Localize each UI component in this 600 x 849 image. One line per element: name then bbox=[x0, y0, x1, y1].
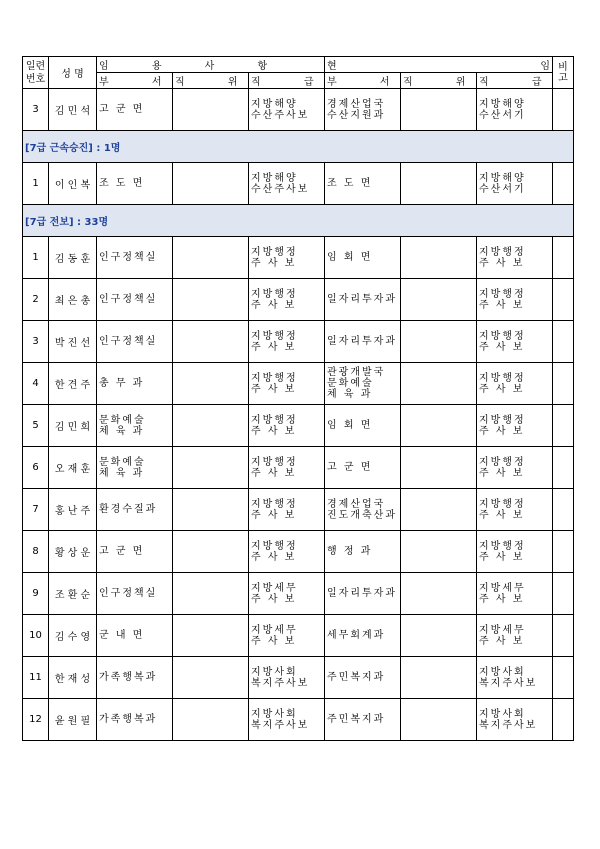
row-current-department: 조 도 면 bbox=[325, 163, 401, 205]
row-current-grade: 지방세무 주 사 보 bbox=[477, 615, 553, 657]
row-current-position bbox=[401, 363, 477, 405]
row-number: 3 bbox=[23, 321, 49, 363]
row-remark bbox=[553, 531, 574, 573]
row-grade: 지방세무 주 사 보 bbox=[249, 615, 325, 657]
row-department: 문화예술 체 육 과 bbox=[97, 447, 173, 489]
row-number: 12 bbox=[23, 699, 49, 741]
row-department: 고 군 면 bbox=[97, 531, 173, 573]
table-row bbox=[23, 573, 574, 615]
row-department: 인구정책실 bbox=[97, 321, 173, 363]
header-current-suffix: 임 bbox=[540, 61, 551, 72]
row-number: 8 bbox=[23, 531, 49, 573]
row-name: 이 인 복 bbox=[49, 163, 97, 205]
table-row bbox=[23, 279, 574, 321]
row-department: 인구정책실 bbox=[97, 573, 173, 615]
row-department: 총 무 과 bbox=[97, 363, 173, 405]
row-department: 군 내 면 bbox=[97, 615, 173, 657]
row-position bbox=[173, 531, 249, 573]
row-current-position bbox=[401, 615, 477, 657]
table-row bbox=[23, 447, 574, 489]
row-grade: 지방세무 주 사 보 bbox=[249, 573, 325, 615]
section-title: [7급 전보] : 33명 bbox=[23, 205, 574, 237]
row-grade: 지방행정 주 사 보 bbox=[249, 279, 325, 321]
row-current-position bbox=[401, 163, 477, 205]
row-number: 5 bbox=[23, 405, 49, 447]
row-position bbox=[173, 573, 249, 615]
row-name: 김 수 영 bbox=[49, 615, 97, 657]
row-current-position bbox=[401, 405, 477, 447]
row-current-grade: 지방행정 주 사 보 bbox=[477, 237, 553, 279]
row-current-grade: 지방해양 수산서기 bbox=[477, 163, 553, 205]
row-current-department: 일자리투자과 bbox=[325, 279, 401, 321]
row-position bbox=[173, 405, 249, 447]
row-current-position bbox=[401, 699, 477, 741]
row-current-position bbox=[401, 447, 477, 489]
row-current-grade: 지방행정 주 사 보 bbox=[477, 279, 553, 321]
row-remark bbox=[553, 447, 574, 489]
row-name: 홍 난 주 bbox=[49, 489, 97, 531]
row-name: 박 진 선 bbox=[49, 321, 97, 363]
row-remark bbox=[553, 405, 574, 447]
row-position bbox=[173, 447, 249, 489]
row-current-position bbox=[401, 657, 477, 699]
row-name: 한 재 성 bbox=[49, 657, 97, 699]
row-position bbox=[173, 363, 249, 405]
table-row bbox=[23, 489, 574, 531]
row-remark bbox=[553, 237, 574, 279]
section-header bbox=[23, 205, 574, 237]
row-current-department: 일자리투자과 bbox=[325, 573, 401, 615]
row-position bbox=[173, 279, 249, 321]
row-current-position bbox=[401, 89, 477, 131]
table-row bbox=[23, 699, 574, 741]
row-current-grade: 지방행정 주 사 보 bbox=[477, 363, 553, 405]
row-grade: 지방해양 수산주사보 bbox=[249, 163, 325, 205]
table-row bbox=[23, 163, 574, 205]
row-current-grade: 지방행정 주 사 보 bbox=[477, 531, 553, 573]
row-remark bbox=[553, 615, 574, 657]
row-position bbox=[173, 321, 249, 363]
row-remark bbox=[553, 657, 574, 699]
section-title: [7급 근속승진] : 1명 bbox=[23, 131, 574, 163]
row-position bbox=[173, 237, 249, 279]
row-current-department: 일자리투자과 bbox=[325, 321, 401, 363]
row-name: 조 환 순 bbox=[49, 573, 97, 615]
header-sub-department2: 부 서 bbox=[325, 73, 401, 89]
header-sub-position: 직 위 bbox=[173, 73, 249, 89]
row-department: 가족행복과 bbox=[97, 699, 173, 741]
row-number: 9 bbox=[23, 573, 49, 615]
row-grade: 지방행정 주 사 보 bbox=[249, 489, 325, 531]
row-grade: 지방행정 주 사 보 bbox=[249, 363, 325, 405]
header-serial: 일련 번호 bbox=[23, 57, 49, 89]
row-grade: 지방행정 주 사 보 bbox=[249, 321, 325, 363]
row-current-position bbox=[401, 321, 477, 363]
row-number: 3 bbox=[23, 89, 49, 131]
row-current-department: 세무회계과 bbox=[325, 615, 401, 657]
row-name: 김 민 희 bbox=[49, 405, 97, 447]
row-number: 6 bbox=[23, 447, 49, 489]
row-department: 가족행복과 bbox=[97, 657, 173, 699]
row-number: 1 bbox=[23, 163, 49, 205]
row-grade: 지방행정 주 사 보 bbox=[249, 447, 325, 489]
row-current-grade: 지방사회 복지주사보 bbox=[477, 699, 553, 741]
row-name: 오 재 훈 bbox=[49, 447, 97, 489]
row-department: 문화예술 체 육 과 bbox=[97, 405, 173, 447]
row-current-department: 임 회 면 bbox=[325, 405, 401, 447]
table-row bbox=[23, 531, 574, 573]
row-grade: 지방사회 복지주사보 bbox=[249, 699, 325, 741]
header-sub-grade: 직 급 bbox=[249, 73, 325, 89]
row-current-grade: 지방해양 수산서기 bbox=[477, 89, 553, 131]
row-current-grade: 지방세무 주 사 보 bbox=[477, 573, 553, 615]
row-number: 2 bbox=[23, 279, 49, 321]
row-number: 11 bbox=[23, 657, 49, 699]
row-grade: 지방행정 주 사 보 bbox=[249, 405, 325, 447]
row-remark bbox=[553, 321, 574, 363]
row-current-position bbox=[401, 237, 477, 279]
row-current-grade: 지방행정 주 사 보 bbox=[477, 405, 553, 447]
row-department: 고 군 면 bbox=[97, 89, 173, 131]
table-row bbox=[23, 363, 574, 405]
header-name: 성 명 bbox=[49, 57, 97, 89]
row-current-department: 관광개발국 문화예술 체 육 과 bbox=[325, 363, 401, 405]
row-remark bbox=[553, 279, 574, 321]
table-row bbox=[23, 321, 574, 363]
row-current-grade: 지방행정 주 사 보 bbox=[477, 489, 553, 531]
row-grade: 지방행정 주 사 보 bbox=[249, 237, 325, 279]
row-department: 인구정책실 bbox=[97, 237, 173, 279]
table-row bbox=[23, 237, 574, 279]
row-grade: 지방해양 수산주사보 bbox=[249, 89, 325, 131]
header-sub-position2: 직 위 bbox=[401, 73, 477, 89]
header-sub-department: 부 서 bbox=[97, 73, 173, 89]
header-sub-grade2: 직 급 bbox=[477, 73, 553, 89]
row-current-department: 임 회 면 bbox=[325, 237, 401, 279]
row-grade: 지방사회 복지주사보 bbox=[249, 657, 325, 699]
row-position bbox=[173, 657, 249, 699]
row-number: 10 bbox=[23, 615, 49, 657]
row-current-department: 고 군 면 bbox=[325, 447, 401, 489]
personnel-table bbox=[22, 56, 574, 741]
row-current-department: 주민복지과 bbox=[325, 699, 401, 741]
row-position bbox=[173, 163, 249, 205]
row-current-department: 경제산업국 수산지원과 bbox=[325, 89, 401, 131]
row-current-position bbox=[401, 279, 477, 321]
row-grade: 지방행정 주 사 보 bbox=[249, 531, 325, 573]
header-current-prefix: 현 bbox=[327, 61, 337, 72]
row-current-position bbox=[401, 573, 477, 615]
section-header bbox=[23, 131, 574, 163]
row-remark bbox=[553, 89, 574, 131]
table-row bbox=[23, 657, 574, 699]
row-remark bbox=[553, 573, 574, 615]
row-name: 김 동 훈 bbox=[49, 237, 97, 279]
row-remark bbox=[553, 489, 574, 531]
row-remark bbox=[553, 363, 574, 405]
row-current-department: 경제산업국 진도개축산과 bbox=[325, 489, 401, 531]
row-number: 4 bbox=[23, 363, 49, 405]
row-position bbox=[173, 89, 249, 131]
header-current bbox=[325, 57, 553, 73]
row-remark bbox=[553, 163, 574, 205]
header-appointment: 임 용 사 항 bbox=[97, 57, 325, 73]
table-row bbox=[23, 89, 574, 131]
row-name: 윤 원 필 bbox=[49, 699, 97, 741]
table-row bbox=[23, 615, 574, 657]
row-current-position bbox=[401, 531, 477, 573]
row-position bbox=[173, 489, 249, 531]
table-row bbox=[23, 405, 574, 447]
row-remark bbox=[553, 699, 574, 741]
row-number: 7 bbox=[23, 489, 49, 531]
row-number: 1 bbox=[23, 237, 49, 279]
row-department: 환경수질과 bbox=[97, 489, 173, 531]
row-position bbox=[173, 615, 249, 657]
row-name: 김 민 석 bbox=[49, 89, 97, 131]
row-current-department: 행 정 과 bbox=[325, 531, 401, 573]
row-department: 인구정책실 bbox=[97, 279, 173, 321]
row-current-position bbox=[401, 489, 477, 531]
row-name: 한 견 주 bbox=[49, 363, 97, 405]
row-name: 최 은 총 bbox=[49, 279, 97, 321]
row-current-department: 주민복지과 bbox=[325, 657, 401, 699]
header-remark: 비 고 bbox=[553, 57, 574, 89]
row-current-grade: 지방사회 복지주사보 bbox=[477, 657, 553, 699]
row-position bbox=[173, 699, 249, 741]
row-name: 황 상 운 bbox=[49, 531, 97, 573]
row-department: 조 도 면 bbox=[97, 163, 173, 205]
row-current-grade: 지방행정 주 사 보 bbox=[477, 321, 553, 363]
row-current-grade: 지방행정 주 사 보 bbox=[477, 447, 553, 489]
